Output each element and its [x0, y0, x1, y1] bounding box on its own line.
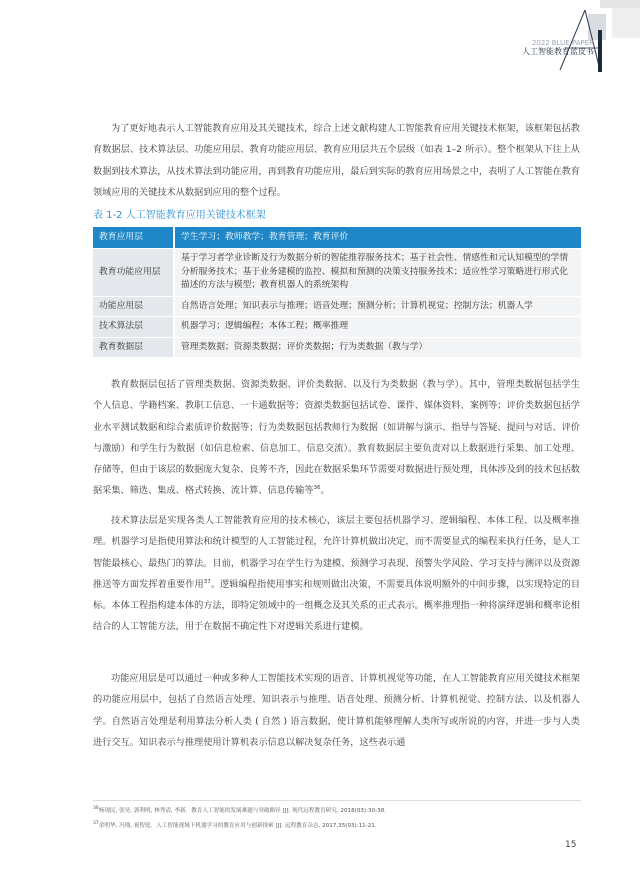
layer-cell: 功能应用层 — [93, 296, 174, 317]
table-row — [93, 296, 581, 317]
layer-cell: 技术算法层 — [93, 317, 174, 338]
header-year-en: BLUE PAPER — [551, 39, 594, 47]
paragraph-text-end: 。 — [320, 485, 330, 497]
footnote-ref-36: 36 — [313, 485, 321, 492]
table-caption: 表 1-2 人工智能教育应用关键技术框架 — [93, 210, 266, 221]
table-row — [93, 227, 581, 249]
page-number: 15 — [565, 840, 577, 850]
paragraph-education-data — [93, 374, 580, 502]
framework-table — [93, 227, 581, 358]
tech-cell: 基于学习者学业诊断及行为数据分析的智能推荐服务技术；基于社会性、情感性和元认知模型的学情分析服务技术；基于业务建模的监控、模拟和预测的决策支持服务技术；适应性学习策略进行形式化描述的方法与模型；教育机器人的系统架构 — [174, 249, 581, 297]
table-row — [93, 337, 581, 358]
paragraph-function: 功能应用层是可以通过一种或多种人工智能技术实现的语音、计算机视觉等功能，在人工智能教育应用关键技术框架的功能应用层中，包括了自然语言处理、知识表示与推理、语音处理、预测分析、计算机视觉、控制方法、以及机器人学。自然语言处理是利用算法分析人类 ( 自然 ) 语言数据，使计算机能够理解人类所写或所说的内容，并进一步与人类进行交互。知识表示与推理使用计算机表示信息以解决复杂任务，这些表示通 — [93, 673, 580, 748]
footnote-divider — [93, 800, 581, 801]
paragraph-algorithm — [93, 510, 580, 638]
header-title — [522, 36, 594, 57]
table-row — [93, 317, 581, 338]
tech-cell: 学生学习；教师教学；教育管理；教育评价 — [174, 227, 581, 249]
paragraph-intro: 为了更好地表示人工智能教育应用及其关键技术，综合上述文献构建人工智能教育应用关键技术框架，该框架包括教育数据层、技术算法层、功能应用层、教育功能应用层、教育应用层共五个层级（如表 1–2 所示）。整个框架从下往上从数据到技术算法，从技术算法到功能应用，再到教育功能应用，最后到实际的教育应用场景之中，表明了人工智能在教育领域应用的关键技术从数据到应用的整个过程。 — [93, 123, 580, 198]
paragraph-text: 教育数据层包括了管理类数据、资源类数据、评价类数据、以及行为类数据（教与学）。其中，管理类数据包括学生个人信息、学籍档案、教职工信息、一卡通数据等；资源类数据包括试卷、课件、媒体资料、案例等；评价类数据包括学业水平测试数据和综合素质评价数据等；行为类数据包括教师行为数据（如讲解与演示、指导与答疑、提问与对话、评价与激励）和学生行为数据（如信息检索、信息加工、信息交流）。教育数据层主要负责对以上数据进行采集、加工处理、存储等，但由于该层的数据庞大复杂、良莠不齐，因此在数据采集环节需要对数据进行预处理，具体涉及到的技术包括数据采集、筛选、集成、格式转换、流计算、信息传输等 — [93, 379, 580, 497]
layer-cell: 教育数据层 — [93, 337, 174, 358]
paragraph-text: 技术算法层是实现各类人工智能教育应用的技术核心，该层主要包括机器学习、逻辑编程、本体工程、以及概率推理。机器学习是指使用算法和统计模型的人工智能过程，允许计算机做出决定，而不需要显式的编程来执行任务，是人工智能最核心、最热门的算法。目前，机器学习在学生行为建模、预测学习表现、预警失学风险、学习支持与测评以及资源推送等方面发挥着重要作用 — [93, 515, 580, 590]
paragraph-text-cont: 。逻辑编程指使用事实和规则做出决策，不需要具体说明额外的中间步骤，以实现特定的目标。本体工程指构建本体的方法，即特定领域中的一组概念及其关系的正式表示。概率推理指一种将演绎逻辑和概率论相结合的人工智能方法，用于在数据不确定性下对逻辑关系进行建模。 — [93, 578, 581, 633]
tech-cell: 机器学习；逻辑编程；本体工程；概率推理 — [174, 317, 581, 338]
tech-cell: 管理类数据；资源类数据；评价类数据；行为类数据（教与学） — [174, 337, 581, 358]
layer-cell: 教育功能应用层 — [93, 249, 174, 297]
header-year: 2022 BLUE PAPER — [531, 39, 594, 47]
tech-cell: 自然语言处理；知识表示与推理；语音处理；预测分析；计算机视觉；控制方法；机器人学 — [174, 296, 581, 317]
header-subtitle: 人工智能教育蓝皮书 — [522, 47, 594, 57]
footnote-37: $^{37}$余明华, 冯翔, 祝智庭．人工智能视域下机器学习的教育应用与创新探索 [J]. 远程教育杂志, 2017,35(03):11-21. — [93, 821, 377, 829]
footnote-ref-37: 37 — [203, 578, 211, 585]
footnote-36: $^{36}$杨现民, 张昊, 郭利明, 林秀清, 李新．教育人工智能的发展难题与突破路径 [J]. 现代远程教育研究, 2018(03):30-38. — [93, 806, 387, 814]
table-row — [93, 249, 581, 297]
layer-cell: 教育应用层 — [93, 227, 174, 249]
